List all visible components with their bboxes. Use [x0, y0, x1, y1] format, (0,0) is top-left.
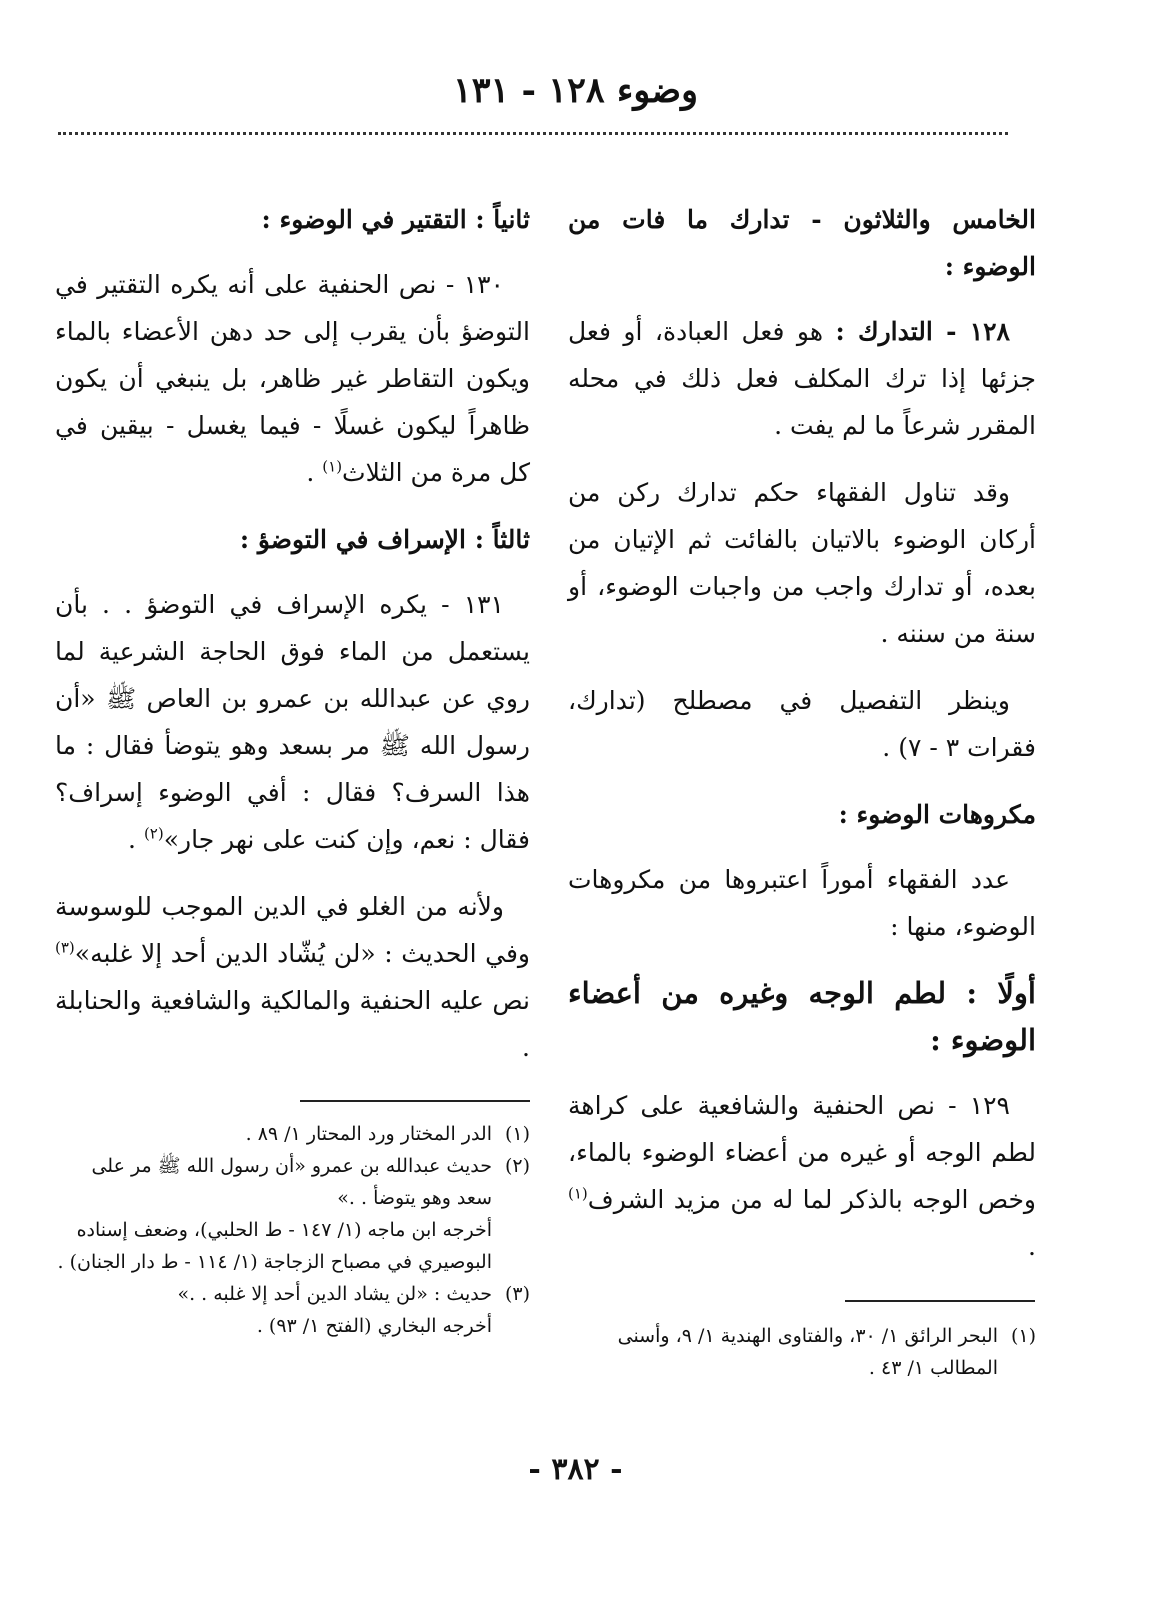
- footnote-text: حديث عبدالله بن عمرو «أن رسول الله ﷺ مر على سعد وهو يتوضأ . .»: [91, 1155, 492, 1209]
- section-heading-tadaruk: الخامس والثلاثون - تدارك ما فات من الوضوء :: [568, 205, 1036, 281]
- footnote-continuation: أخرجه ابن ماجه (١/ ١٤٧ - ط الحلبي)، وضعف إسناده البوصيري في مصباح الزجاجة (١/ ١١٤ - ط دار الجنان) .: [57, 1219, 492, 1273]
- footnote-number: (٢): [504, 1155, 530, 1177]
- footnote-ref: (١): [322, 457, 343, 476]
- paragraph-129: [568, 1082, 1036, 1270]
- footnote-item: [568, 1320, 1036, 1384]
- section-heading-second: ثانياً : التقتير في الوضوء :: [261, 205, 530, 234]
- footnote-continuation: أخرجه البخاري (الفتح ١/ ٩٣) .: [256, 1315, 492, 1337]
- footnote-item: [55, 1118, 530, 1150]
- paragraph-129-end: .: [1028, 1232, 1036, 1261]
- paragraph-130: [55, 261, 530, 496]
- footnote-text: حديث : «لن يشاد الدين أحد إلا غلبه . .»: [177, 1283, 492, 1305]
- footnote-ref: (٢): [143, 824, 164, 843]
- header-divider: [58, 132, 1008, 135]
- footnote-ref: (٣): [55, 938, 75, 957]
- section-heading-first: أولًا : لطم الوجه وغيره من أعضاء الوضوء :: [568, 976, 1036, 1057]
- paragraph-tadaruk-ruling: وقد تناول الفقهاء حكم تدارك ركن من أركان الوضوء بالاتيان بالفائت ثم الإتيان من بعده، أو تدارك واجب من واجبات الوضوء، أو سنة من سننه .: [568, 478, 1036, 648]
- paragraph-130-end: .: [306, 458, 323, 487]
- paragraph-131-end: .: [128, 825, 144, 854]
- footnote-item: [55, 1150, 530, 1214]
- paragraph-128-body: هو فعل العبادة، أو فعل جزئها إذا ترك المكلف فعل ذلك في محله المقرر شرعاً ما لم يفت .: [568, 317, 1036, 440]
- footnote-number: (١): [1010, 1325, 1036, 1347]
- paragraph-128-lead: ١٢٨ - التدارك :: [835, 317, 1010, 346]
- section-heading-third: ثالثاً : الإسراف في التوضؤ :: [239, 525, 530, 554]
- paragraph-130-body: ١٣٠ - نص الحنفية على أنه يكره التقتير في التوضؤ بأن يقرب إلى حد دهن الأعضاء بالماء ويكون التقاطر غير ظاهر، بل ينبغي أن يكون ظاهراً ليكون غسلًا - فيما يغسل - بيقين في كل مرة من الثلاث: [55, 270, 530, 487]
- paragraph-ghuluw-body: ولأنه من الغلو في الدين الموجب للوسوسة وفي الحديث : «لن يُشّاد الدين أحد إلا غلبه»: [55, 892, 530, 968]
- footnote-ref: (١): [568, 1184, 588, 1203]
- footnote-text: الدر المختار ورد المحتار ١/ ٨٩ .: [245, 1123, 492, 1145]
- page-number: - ٣٨٢ -: [528, 1452, 623, 1487]
- footnotes-left: [55, 1118, 530, 1342]
- paragraph-makruhat-intro: عدد الفقهاء أموراً اعتبروها من مكروهات الوضوء، منها :: [568, 865, 1036, 941]
- paragraph-ghuluw-end: نص عليه الحنفية والمالكية والشافعية والحنابلة .: [55, 986, 530, 1062]
- paragraph-131: [55, 581, 530, 863]
- footnote-number: (٣): [504, 1283, 530, 1305]
- paragraph-129-body: ١٢٩ - نص الحنفية والشافعية على كراهة لطم الوجه أو غيره من أعضاء الوضوء بالماء، وخص الوجه بالذكر لما له من مزيد الشرف: [568, 1091, 1036, 1214]
- page-title: وضوء ١٢٨ - ١٣١: [452, 70, 699, 111]
- paragraph-128: [568, 308, 1036, 449]
- paragraph-ghuluw: [55, 883, 530, 1071]
- footnote-text: البحر الرائق ١/ ٣٠، والفتاوى الهندية ١/ ٩، وأسنى المطالب ١/ ٤٣ .: [617, 1325, 998, 1379]
- paragraph-see-also: وينظر التفصيل في مصطلح (تدارك، فقرات ٣ - ٧) .: [568, 686, 1036, 762]
- paragraph-131-body: ١٣١ - يكره الإسراف في التوضؤ . . بأن يستعمل من الماء فوق الحاجة الشرعية لما روي عن عبدالله بن عمرو بن العاص ﷺ «أن رسول الله ﷺ مر بسعد وهو يتوضأ فقال : ما هذا السرف؟ فقال : أفي الوضوء إسراف؟ فقال : نعم، وإن كنت على نهر جار»: [55, 590, 530, 854]
- footnote-divider-right: [845, 1300, 1035, 1302]
- left-column: [55, 196, 530, 1091]
- section-heading-makruhat: مكروهات الوضوء :: [838, 800, 1036, 829]
- footnote-divider-left: [300, 1100, 530, 1102]
- right-column: [568, 196, 1036, 1290]
- footnote-item: [55, 1278, 530, 1310]
- footnote-number: (١): [504, 1123, 530, 1145]
- footnotes-right: [568, 1320, 1036, 1384]
